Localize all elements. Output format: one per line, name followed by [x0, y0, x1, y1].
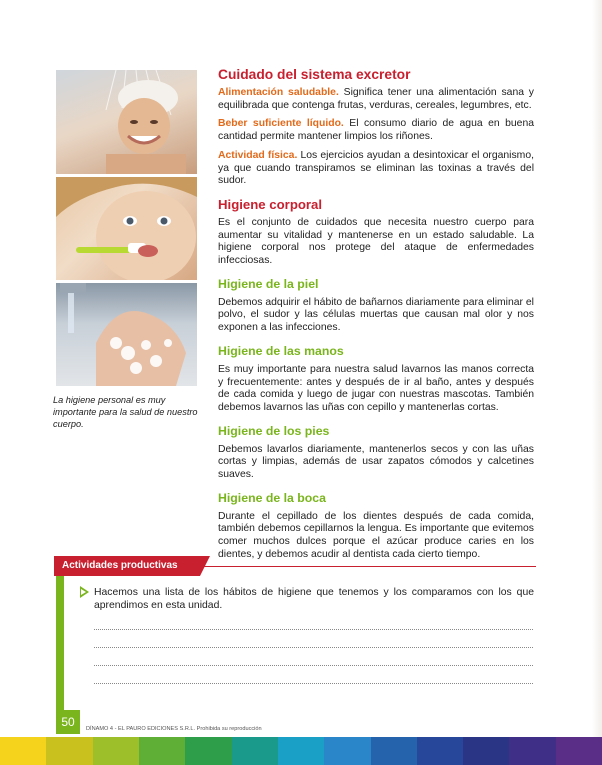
activity-instruction: Hacemos una lista de los hábitos de higiene que tenemos y los comparamos con los que aprendimos en esta unidad.: [94, 587, 534, 611]
color-bar-segment: [139, 737, 185, 765]
color-bar-segment: [463, 737, 509, 765]
color-bar-segment: [556, 737, 602, 765]
section-title-higiene-corporal: Higiene corporal: [218, 196, 323, 212]
paragraph-liquido: [218, 118, 534, 143]
term-alimentacion: Alimentación saludable.: [218, 87, 339, 98]
toothbrush-photo: [56, 177, 197, 280]
activity-side-stripe: [56, 564, 64, 730]
footer-color-bar: [0, 737, 602, 765]
page-number: 50: [56, 710, 80, 734]
photo-column: [56, 70, 197, 386]
text-actividad: Los ejercicios ayudan a desintoxicar el organismo, ya que cuando transpiramos se eliminan las toxinas a través del sudor.: [218, 149, 534, 187]
paragraph-higiene-corporal: Es el conjunto de cuidados que necesita nuestro cuerpo para aumentar su vitalidad y mantenerse en un estado saludable. La higiene corporal nos protege del ataque de enfermedades infecciosas.: [218, 216, 534, 267]
text-liquido: El consumo diario de agua en buena cantidad permite mantener limpios los riñones.: [218, 118, 534, 143]
page-edge-decoration: [592, 0, 602, 737]
activity-tab: Actividades productivas: [54, 556, 200, 576]
handwash-photo: [56, 283, 197, 386]
color-bar-segment: [185, 737, 231, 765]
color-bar-segment: [324, 737, 370, 765]
paragraph-manos: Es muy importante para nuestra salud lavarnos las manos correcta y frecuentemente: antes y después de ir al baño, antes y después de cada comida y luego de jugar con nuestras mascotas. También debemos lavarnos las uñas con cepillo y mantenerlas cortas.: [218, 363, 534, 413]
photo-caption: La higiene personal es muy importante para la salud de nuestro cuerpo.: [53, 395, 198, 429]
section-title-excretor: Cuidado del sistema excretor: [218, 67, 411, 82]
arrow-bullet-icon: [80, 586, 89, 598]
subsection-title-piel: Higiene de la piel: [218, 276, 319, 291]
color-bar-segment: [371, 737, 417, 765]
answer-line[interactable]: [94, 647, 533, 648]
subsection-title-pies: Higiene de los pies: [218, 423, 330, 438]
color-bar-segment: [0, 737, 46, 765]
main-content: [218, 66, 534, 568]
paragraph-boca: Durante el cepillado de los dientes después de cada comida, también debemos cepillarnos la lengua. Es importante que evitemos comer muchos dulces porque el azúcar produce caries en los dientes, y debemos acudir al dentista cada cierto tiempo.: [218, 510, 534, 560]
term-actividad: Actividad física.: [218, 149, 298, 161]
paragraph-piel: Debemos adquirir el hábito de bañarnos diariamente para eliminar el polvo, el sudor y las células muertas que causan mal olor y nos exponen a las infecciones.: [218, 296, 534, 334]
footer-credit: DÍNAMO 4 - EL PAURO EDICIONES S.R.L. Prohibida su reproducción: [86, 726, 262, 732]
color-bar-segment: [93, 737, 139, 765]
term-liquido: Beber suficiente líquido.: [218, 118, 344, 130]
paragraph-alimentacion: [218, 87, 534, 112]
color-bar-segment: [278, 737, 324, 765]
paragraph-pies: Debemos lavarlos diariamente, mantenerlos secos y con las uñas cortas y limpias, además de usar zapatos cómodos y calcetines suaves.: [218, 443, 534, 481]
color-bar-segment: [417, 737, 463, 765]
color-bar-segment: [509, 737, 555, 765]
answer-line[interactable]: [94, 629, 533, 630]
text-alimentacion: Significa tener una alimentación sana y equilibrada que contenga frutas, verduras, cereales, legumbres, etc.: [218, 87, 534, 111]
paragraph-actividad: [218, 150, 534, 188]
shower-photo: [56, 70, 197, 174]
subsection-title-boca: Higiene de la boca: [218, 490, 326, 505]
answer-line[interactable]: [94, 683, 533, 684]
answer-line[interactable]: [94, 665, 533, 666]
color-bar-segment: [232, 737, 278, 765]
color-bar-segment: [46, 737, 92, 765]
subsection-title-manos: Higiene de las manos: [218, 343, 344, 358]
activity-divider: [200, 566, 536, 567]
